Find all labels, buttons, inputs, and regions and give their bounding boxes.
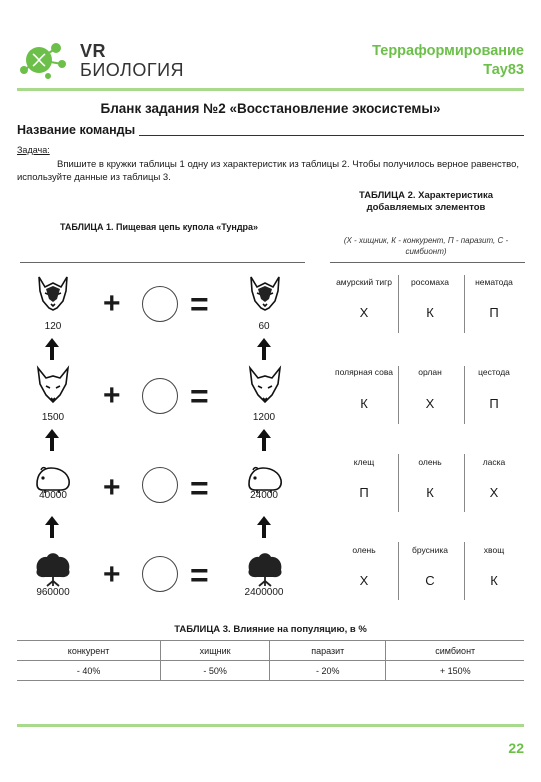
- shrub-right-value: 2400000: [244, 587, 284, 598]
- plus-sign: +: [103, 379, 121, 412]
- table3-value-cell: - 20%: [270, 661, 386, 681]
- table2-cell-code: П: [489, 396, 499, 411]
- wolf-right-value: 60: [258, 321, 270, 332]
- plus-sign: +: [103, 558, 121, 591]
- arrow-up-icon: [257, 338, 271, 360]
- table2-cell-code: Х: [489, 485, 499, 500]
- equals-sign: =: [190, 557, 209, 593]
- table2-col-divider: [398, 366, 399, 424]
- wolf-left-value: 120: [44, 321, 62, 332]
- table2-col-divider: [398, 542, 399, 600]
- vr-biology-logo-icon: [18, 36, 76, 80]
- table2-cell-code: К: [490, 573, 498, 588]
- table3-header-cell: конкурент: [17, 641, 161, 661]
- table3: [17, 640, 524, 681]
- table2-cell-name: хвощ: [483, 545, 505, 555]
- table2-col-divider: [464, 454, 465, 512]
- equals-sign: =: [190, 378, 209, 414]
- answer-circle-4[interactable]: [142, 556, 178, 592]
- logo-title-line1: VR: [80, 41, 107, 61]
- table2-title: ТАБЛИЦА 2. Характеристика добавляемых элементов: [358, 190, 493, 213]
- arrow-up-icon: [257, 429, 271, 451]
- table2-cell-name: амурский тигр: [336, 277, 392, 287]
- table2-cell-name: брусника: [412, 545, 448, 555]
- footer-divider: [17, 724, 524, 727]
- table1-divider: [20, 262, 305, 263]
- fox-right-value: 1200: [252, 412, 276, 423]
- table2-cell-code: С: [425, 573, 435, 588]
- table2-cell-name: полярная сова: [334, 367, 394, 377]
- table3-value-cell: - 50%: [161, 661, 270, 681]
- fox-icon: [245, 365, 285, 405]
- answer-circle-3[interactable]: [142, 467, 178, 503]
- lemming-right-value: 24000: [250, 490, 278, 501]
- table3-header-cell: хищник: [161, 641, 270, 661]
- table2-cell-name: ласка: [482, 457, 506, 467]
- shrub-icon: [245, 548, 285, 588]
- table2-cell-code: К: [360, 396, 368, 411]
- task-label: Задача:: [17, 145, 50, 155]
- table2-col-divider: [398, 454, 399, 512]
- table2-legend: (Х - хищник, К - конкурент, П - паразит, С - симбионт): [343, 236, 509, 256]
- arrow-up-icon: [45, 429, 59, 451]
- table2-col-divider: [464, 275, 465, 333]
- table2-cell-name: цестода: [478, 367, 510, 377]
- table3-title: ТАБЛИЦА 3. Влияние на популяцию, в %: [174, 624, 367, 635]
- wolf-icon: [33, 273, 73, 313]
- page-number: 22: [508, 740, 524, 756]
- arrow-up-icon: [257, 516, 271, 538]
- table3-value-cell: - 40%: [17, 661, 161, 681]
- table2-cell-name: олень: [418, 457, 442, 467]
- wolf-icon: [245, 273, 285, 313]
- table2-cell-code: Х: [359, 305, 369, 320]
- table2-cell-name: клещ: [353, 457, 375, 467]
- table2-cell-code: Х: [425, 396, 435, 411]
- table2-cell-code: К: [426, 485, 434, 500]
- fox-icon: [33, 365, 73, 405]
- lemming-left-value: 40000: [39, 490, 67, 501]
- table2-col-divider: [398, 275, 399, 333]
- equals-sign: =: [190, 286, 209, 322]
- table3-value-cell: + 150%: [386, 661, 524, 681]
- team-name-field[interactable]: [139, 135, 524, 136]
- table2-divider: [330, 262, 525, 263]
- table2-cell-code: Х: [359, 573, 369, 588]
- table2-cell-name: орлан: [418, 367, 442, 377]
- shrub-left-value: 960000: [36, 587, 70, 598]
- team-name-label: Название команды: [17, 123, 136, 137]
- header-divider: [17, 88, 524, 91]
- table2-cell-code: К: [426, 305, 434, 320]
- shrub-icon: [33, 548, 73, 588]
- table3-header-cell: симбионт: [386, 641, 524, 661]
- answer-circle-2[interactable]: [142, 378, 178, 414]
- page-title: Бланк задания №2 «Восстановление экосистемы»: [100, 101, 441, 116]
- table3-header-cell: паразит: [270, 641, 386, 661]
- plus-sign: +: [103, 287, 121, 320]
- table2-cell-name: нематода: [475, 277, 513, 287]
- table2-cell-code: П: [489, 305, 499, 320]
- table2-cell-name: росомаха: [411, 277, 449, 287]
- plus-sign: +: [103, 471, 121, 504]
- module-subtitle: Тау83: [483, 62, 524, 78]
- equals-sign: =: [190, 470, 209, 506]
- table3-value-row: [17, 661, 524, 681]
- table3-header-row: [17, 641, 524, 661]
- fox-left-value: 1500: [41, 412, 65, 423]
- table1-title: ТАБЛИЦА 1. Пищевая цепь купола «Тундра»: [59, 222, 259, 232]
- arrow-up-icon: [45, 516, 59, 538]
- logo-title-line2: БИОЛОГИЯ: [80, 60, 185, 80]
- task-text: Впишите в кружки таблицы 1 одну из характеристик из таблицы 2. Чтобы получилось верное равенство, используйте данные из таблицы 3.: [17, 159, 520, 183]
- table2-col-divider: [464, 366, 465, 424]
- table2-cell-code: П: [359, 485, 369, 500]
- answer-circle-1[interactable]: [142, 286, 178, 322]
- module-title: Терраформирование: [372, 43, 524, 59]
- arrow-up-icon: [45, 338, 59, 360]
- table2-cell-name: олень: [352, 545, 376, 555]
- table2-col-divider: [464, 542, 465, 600]
